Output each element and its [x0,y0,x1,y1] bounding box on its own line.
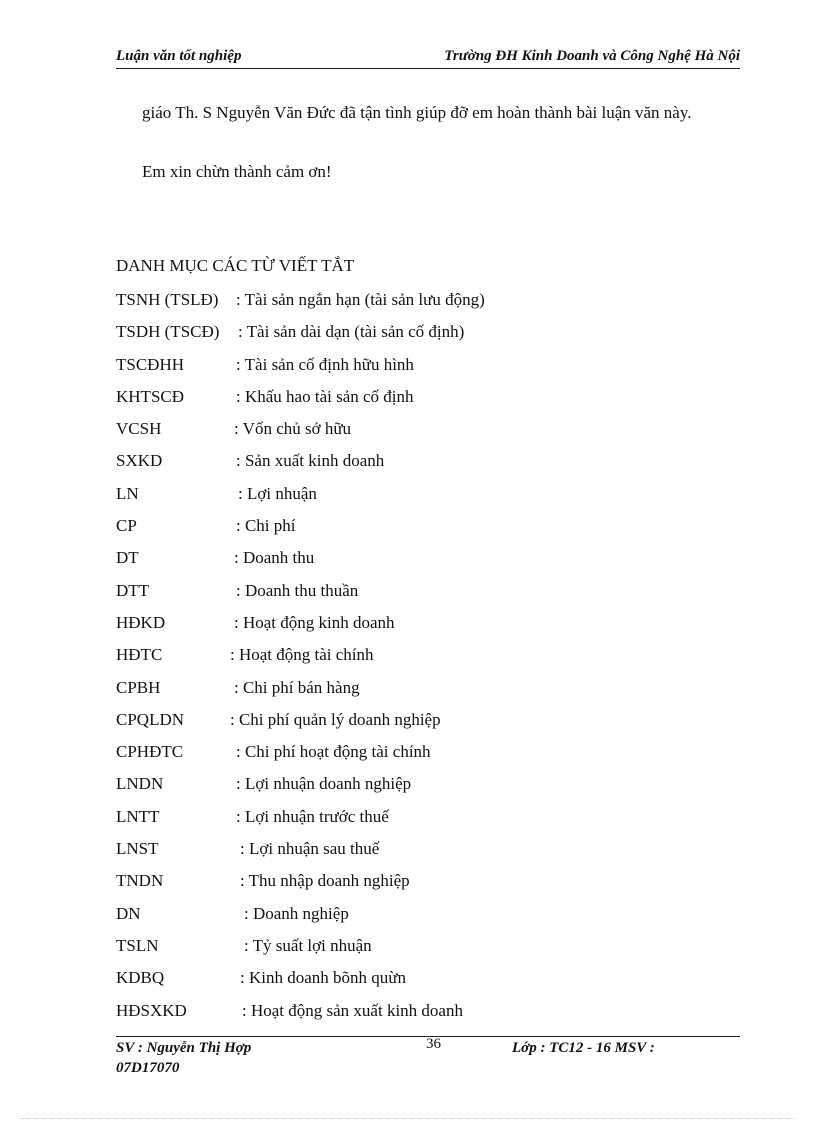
abbreviation-definition: : Vốn chủ sở hữu [234,419,352,439]
abbreviation-row [116,768,740,800]
abbreviation-term: KHTSCĐ [116,386,185,406]
abbreviation-term: HĐSXKD [116,1000,187,1020]
abbreviation-term: TNDN [116,871,164,891]
abbreviation-term: LNDN [116,774,164,794]
abbreviation-term: TSCĐHH [116,354,185,374]
abbreviation-term: CPQLDN [116,709,185,729]
abbreviation-row [116,510,740,542]
abbreviation-definition: : Lợi nhuận [238,483,317,503]
abbreviation-term: CP [116,516,137,536]
abbreviation-row [116,284,740,316]
abbreviation-row [116,316,740,348]
page-header [116,48,740,69]
abbreviation-row [116,833,740,865]
abbreviation-definition: : Chi phí bán hàng [234,677,360,697]
header-right-title: Trường ĐH Kinh Doanh và Công Nghệ Hà Nội [444,48,740,64]
abbreviation-row [116,478,740,510]
abbreviation-definition: : Chi phí quản lý doanh nghiệp [230,709,441,729]
page-bottom-edge [20,1118,796,1119]
abbreviation-heading: DANH MỤC CÁC TỪ VIẾT TẮT [116,256,355,275]
abbreviation-definition: : Lợi nhuận sau thuế [240,839,380,859]
abbreviation-definition: : Chi phí hoạt động tài chính [236,742,431,762]
abbreviation-term: DN [116,903,141,923]
abbreviation-term: LNST [116,839,159,859]
page-number: 36 [426,1036,441,1052]
abbreviation-term: DTT [116,580,150,600]
header-left-title: Luận văn tốt nghiệp [116,48,242,64]
abbreviation-term: TSNH (TSLĐ) [116,290,219,309]
abbreviation-term: HĐTC [116,645,163,665]
abbreviation-row [116,962,740,994]
abbreviation-definition: : Sản xuất kinh doanh [236,451,385,471]
abbreviation-term: HĐKD [116,612,166,632]
abbreviation-term: LN [116,483,139,503]
abbreviation-definition: : Chi phí [236,516,296,536]
abbreviation-row [116,672,740,704]
abbreviation-term: DT [116,548,139,568]
abbreviation-row [116,349,740,381]
footer-student-id: 07D17070 [116,1060,180,1076]
abbreviation-term: KDBQ [116,968,165,988]
abbreviation-term: SXKD [116,451,163,471]
abbreviation-row [116,801,740,833]
abbreviation-row [116,898,740,930]
abbreviation-definition: : Doanh nghiệp [244,903,349,923]
abbreviation-row [116,445,740,477]
abbreviation-row [116,704,740,736]
abbreviation-row [116,736,740,768]
abbreviation-definition: : Hoạt động tài chính [230,645,374,665]
abbreviation-row [116,865,740,897]
footer-student-name: SV : Nguyễn Thị Hợp [116,1040,252,1056]
abbreviation-definition: : Tài sản ngắn hạn (tài sản lưu động) [236,290,485,309]
abbreviation-term: VCSH [116,419,162,439]
abbreviation-definition: : Kinh doanh bõnh quừn [240,968,406,988]
abbreviation-row [116,413,740,445]
abbreviation-row [116,542,740,574]
thanks-paragraph: Em xin chừn thành cảm ơn! [142,162,332,181]
abbreviation-row [116,995,740,1027]
abbreviation-term: TSDH (TSCĐ) [116,322,220,342]
abbreviation-row [116,575,740,607]
abbreviation-row [116,381,740,413]
abbreviation-list [116,284,740,1027]
abbreviation-term: TSLN [116,935,159,955]
abbreviation-definition: : Khấu hao tài sản cố định [236,386,414,406]
abbreviation-definition: : Tỷ suất lợi nhuận [244,935,372,955]
abbreviation-definition: : Hoạt động sản xuất kinh doanh [242,1000,463,1020]
abbreviation-term: LNTT [116,806,160,826]
abbreviation-term: CPHĐTC [116,742,184,762]
abbreviation-definition: : Tài sản dài dạn (tài sản cố định) [238,322,465,342]
abbreviation-definition: : Doanh thu [234,548,315,568]
abbreviation-definition: : Lợi nhuận trước thuế [236,806,389,826]
acknowledgement-paragraph: giáo Th. S Nguyễn Văn Đức đã tận tình giúp đỡ em hoàn thành bài luận văn này. [142,103,692,122]
abbreviation-definition: : Tài sản cố định hữu hình [236,354,414,374]
abbreviation-row [116,930,740,962]
abbreviation-definition: : Hoạt động kinh doanh [234,612,395,632]
abbreviation-definition: : Thu nhập doanh nghiệp [240,871,410,891]
abbreviation-definition: : Lợi nhuận doanh nghiệp [236,774,412,794]
abbreviation-row [116,607,740,639]
abbreviation-row [116,639,740,671]
abbreviation-term: CPBH [116,677,161,697]
abbreviation-definition: : Doanh thu thuần [236,580,359,600]
footer-class-info: Lớp : TC12 - 16 MSV : [512,1040,655,1056]
